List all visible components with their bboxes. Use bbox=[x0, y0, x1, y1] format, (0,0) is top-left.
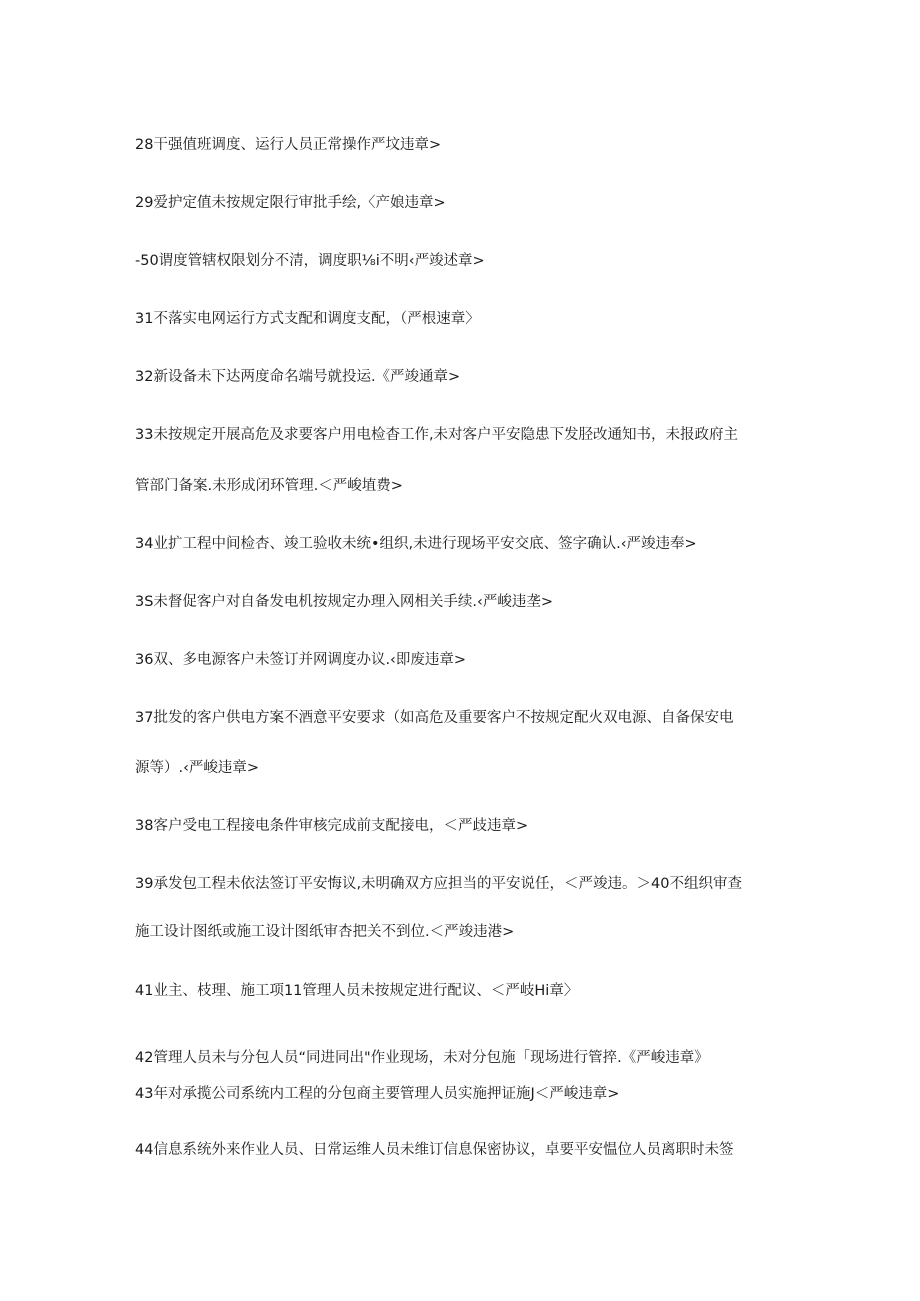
text-line: 39承发包工程未依法签订平安悔议,未明确双方应担当的平安说任，＜严竣违。＞40不组织审查 bbox=[135, 876, 743, 892]
text-line: 43年对承揽公司系统内工程的分包商主要管理人员实施押证施J＜严峻违章> bbox=[135, 1086, 620, 1102]
text-line: 29爱护定值未按规定限行审批手绘,〈产娘违章> bbox=[135, 195, 446, 211]
text-line: 34业扩工程中间检杏、竣工验收未统•组织,未进行现场平安交底、签字确认.‹严竣违奉> bbox=[135, 536, 697, 552]
text-line: 3S未督促客户对自备发电机按规定办理入网相关手续.‹严峻违垄> bbox=[135, 594, 553, 610]
text-line: 施工设计图纸或施工设计图纸审杏把关不到位.＜严竣违港> bbox=[135, 924, 515, 940]
text-line: 44信息系统外来作业人员、日常运维人员未维订信息保密协议，卓要平安愠位人员离职时未签 bbox=[135, 1142, 734, 1158]
text-line: 28干强值班调度、运行人员正常操作严坟违章> bbox=[135, 137, 442, 153]
text-line: 管部门备案.未形成闭环管理.＜严峻埴费> bbox=[135, 478, 403, 494]
text-line: 42管理人员未与分包人员“同进同出"作业现场，未对分包施「现场进行管捽.《严峻违章》 bbox=[135, 1050, 709, 1066]
text-line: 32新设备未下达两度命名端号就投运.《严竣通章> bbox=[135, 369, 461, 385]
text-line: 38客户受电工程接电条件审核完成前支配接电，＜严歧违章> bbox=[135, 818, 529, 834]
text-line: -50谓度管辖权限划分不清，调度职⅛i不明‹严竣述章> bbox=[135, 253, 485, 269]
text-line: 33未按规定开展高危及求要客户用电检杳工作,未对客户平安隐患下发胫改通知书，未报政府主 bbox=[135, 427, 739, 443]
text-line: 41业主、枝理、施工项11管理人员未按规定进行配议、＜严岐Hi章〉 bbox=[135, 983, 579, 999]
text-line: 31不落实电网运行方式支配和调度支配，（严根速章〉 bbox=[135, 311, 480, 327]
text-line: 源等）.‹严峻违章> bbox=[135, 760, 260, 776]
text-line: 37批发的客户供电方案不酒意平安要求（如高危及重要客户不按规定配火双电源、自备保安电 bbox=[135, 710, 734, 726]
text-line: 36双、多电源客户未签订并网调度办议.‹即废违章> bbox=[135, 652, 467, 668]
